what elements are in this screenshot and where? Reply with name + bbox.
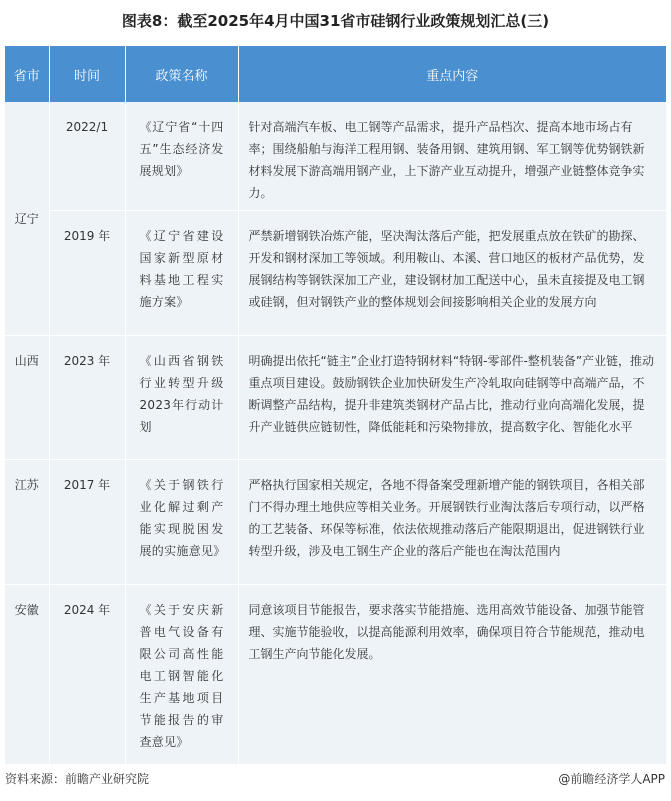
province-cell: 山西 (5, 336, 49, 460)
time-cell: 2024 年 (49, 585, 125, 765)
brand-label: @前瞻经济学人APP (558, 772, 665, 786)
policy-cell: 《辽宁省建设国家新型原材料基地工程实施方案》 (125, 211, 238, 336)
province-cell: 安徽 (5, 585, 49, 765)
province-cell: 江苏 (5, 460, 49, 585)
policy-cell: 《辽宁省“十四五”生态经济发展规划》 (125, 102, 238, 211)
header-content: 重点内容 (238, 46, 666, 102)
policy-cell: 《关于安庆新普电气设备有限公司高性能电工钢智能化生产基地项目节能报告的审查意见》 (125, 585, 238, 765)
policy-cell: 《关于钢铁行业化解过剩产能实现脱困发展的实施意见》 (125, 460, 238, 585)
policy-table-container (5, 46, 666, 760)
table-row (5, 102, 666, 211)
time-cell: 2019 年 (49, 211, 125, 336)
footer (0, 770, 671, 790)
policy-table (5, 46, 666, 765)
content-cell: 严格执行国家相关规定，各地不得备案受理新增产能的钢铁项目，各相关部门不得办理土地供应等相关业务。开展钢铁行业淘汰落后专项行动，以严格的工艺装备、环保等标准，依法依规推动落后产能限期退出，促进钢铁行业转型升级，涉及电工钢生产企业的落后产能也在淘汰范围内 (238, 460, 666, 585)
source-note: 资料来源：前瞻产业研究院 (5, 772, 150, 786)
table-row (5, 585, 666, 765)
content-cell: 明确提出依托“链主”企业打造特钢材料“特钢-零部件-整机装备”产业链，推动重点项目建设。鼓励钢铁企业加快研发生产冷轧取向硅钢等中高端产品，不断调整产品结构，提升非建筑类钢材产品占比，推动行业向高端化发展，提升产业链供应链韧性，降低能耗和污染物排放，提高数字化、智能化水平 (238, 336, 666, 460)
content-cell: 同意该项目节能报告，要求落实节能措施、选用高效节能设备、加强节能管理、实施节能验收，以提高能源利用效率，确保项目符合节能规范，推动电工钢生产向节能化发展。 (238, 585, 666, 765)
chart-title: 图表8：截至2025年4月中国31省市硅钢行业政策规划汇总(三) (121, 12, 550, 30)
content-cell: 针对高端汽车板、电工钢等产品需求，提升产品档次、提高本地市场占有率；围绕船舶与海洋工程用钢、装备用钢、建筑用钢、军工钢等优势钢铁新材料发展下游高端用钢产业，上下游产业互动提升，增强产业链整体竞争实力。 (238, 102, 666, 211)
header-time: 时间 (49, 46, 125, 102)
table-row (5, 211, 666, 336)
header-policy: 政策名称 (125, 46, 238, 102)
content-cell: 严禁新增钢铁冶炼产能，坚决淘汰落后产能，把发展重点放在铁矿的勘探、开发和钢材深加工等领域。利用鞍山、本溪、营口地区的板材产品优势，发展钢结构等钢铁深加工产业，建设钢材加工配送中心，虽未直接提及电工钢或硅钢，但对钢铁产业的整体规划会间接影响相关企业的发展方向 (238, 211, 666, 336)
time-cell: 2017 年 (49, 460, 125, 585)
table-row (5, 460, 666, 585)
province-cell: 辽宁 (5, 102, 49, 336)
policy-cell: 《山西省钢铁行业转型升级2023年行动计划 (125, 336, 238, 460)
table-header-row (5, 46, 666, 102)
time-cell: 2023 年 (49, 336, 125, 460)
time-cell: 2022/1 (49, 102, 125, 211)
header-province: 省市 (5, 46, 49, 102)
table-row (5, 336, 666, 460)
